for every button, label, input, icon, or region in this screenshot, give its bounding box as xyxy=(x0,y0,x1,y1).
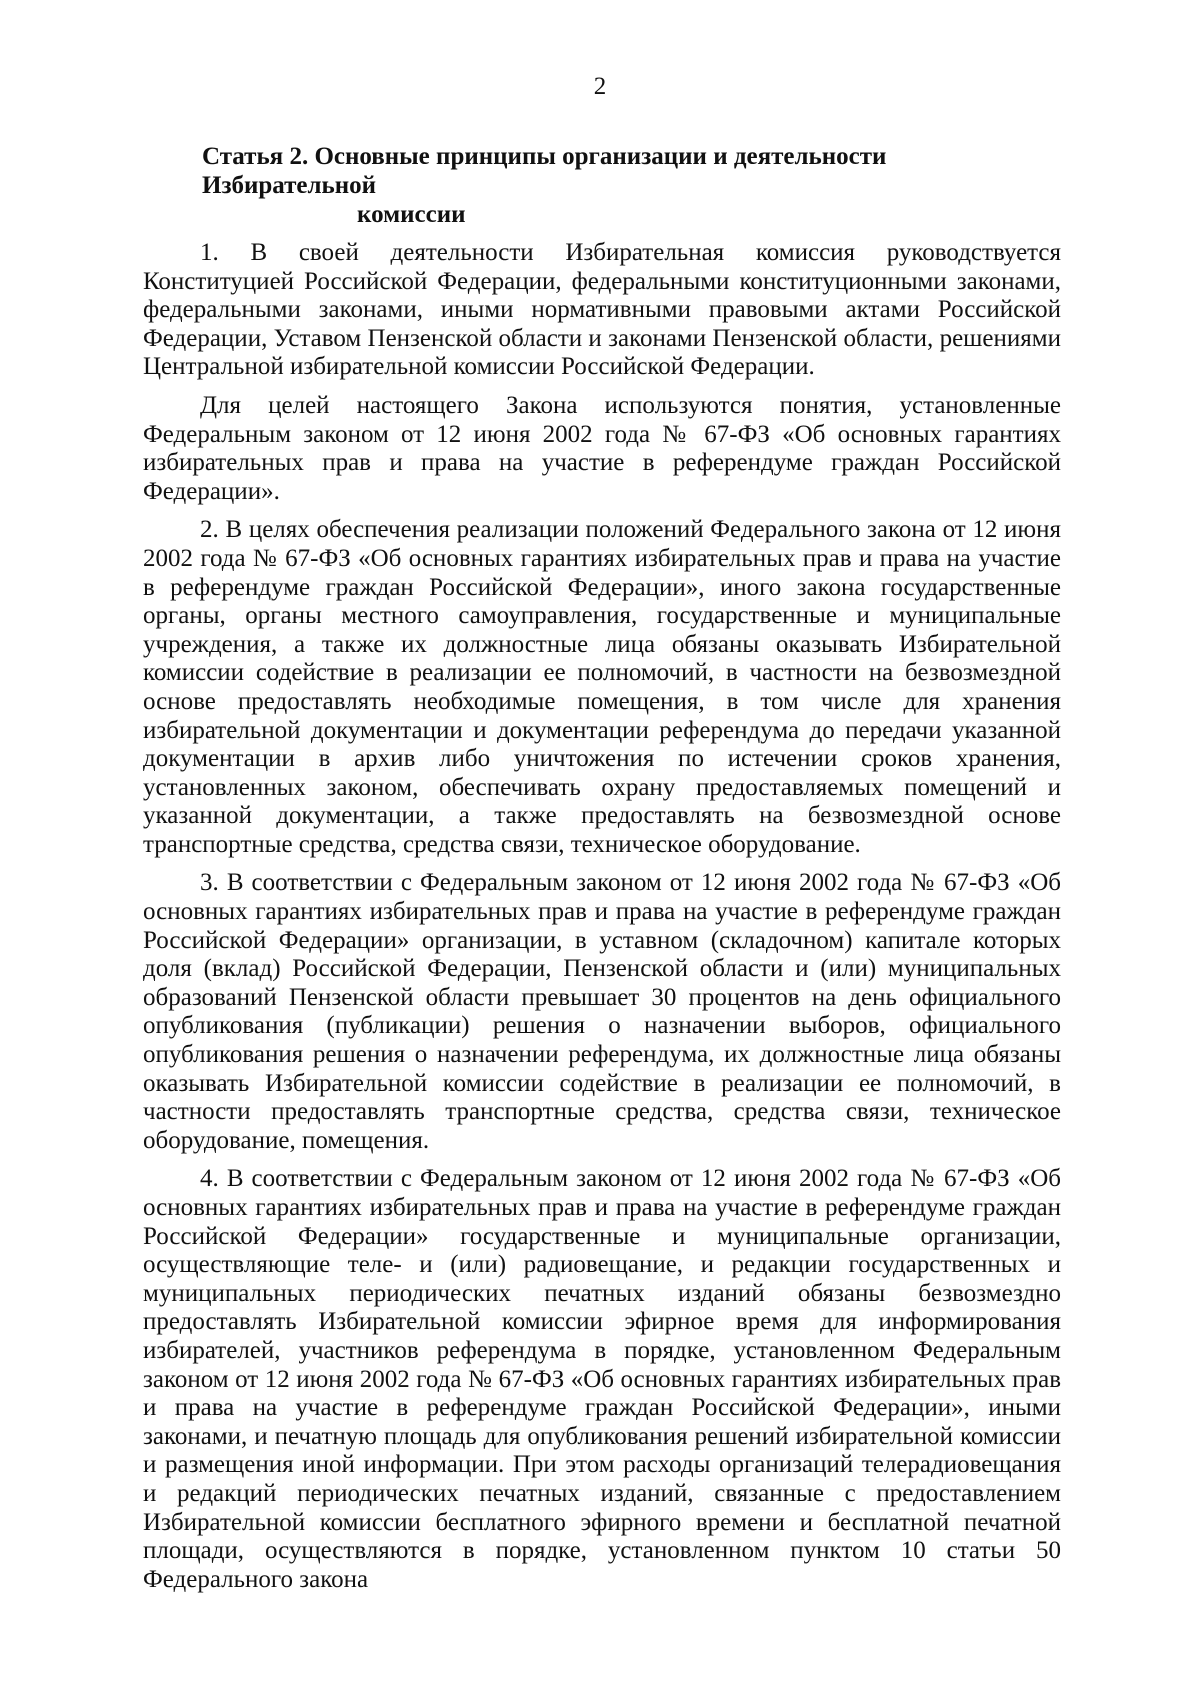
article-title-line-1: Статья 2. Основные принципы организации и деятельности Избирательной xyxy=(202,143,887,199)
paragraph-2: 2. В целях обеспечения реализации положений Федерального закона от 12 июня 2002 года № 67-ФЗ «Об основных гарантиях избирательных прав и права на участие в референдуме граждан Российской Федерации», иного закона государственные органы, органы местного самоуправления, государственные и муниципальные учреждения, а также их должностные лица обязаны оказывать Избирательной комиссии содействие в реализации ее полномочий, в частности на безвозмездной основе предоставлять необходимые помещения, в том числе для хранения избирательной документации и документации референдума до передачи указанной документации в архив либо уничтожения по истечении сроков хранения, установленных законом, обеспечивать охрану предоставляемых помещений и указанной документации, а также предоставлять на безвозмездной основе транспортные средства, средства связи, техническое оборудование. xyxy=(143,516,1061,858)
article-title-line-2: комиссии xyxy=(357,201,466,228)
page-number: 2 xyxy=(593,73,607,100)
article-title xyxy=(143,142,1061,229)
page-content xyxy=(143,142,1061,1604)
paragraph-definitions: Для целей настоящего Закона используются понятия, установленные Федеральным законом от 12 июня 2002 года № 67-ФЗ «Об основных гарантиях избирательных прав и права на участие в референдуме граждан Российской Федерации». xyxy=(143,391,1061,505)
paragraph-1: 1. В своей деятельности Избирательная комиссия руководствуется Конституцией Российской Федерации, федеральными конституционными законами, федеральными законами, иными нормативными правовыми актами Российской Федерации, Уставом Пензенской области и законами Пензенской области, решениями Центральной избирательной комиссии Российской Федерации. xyxy=(143,239,1061,381)
paragraph-4: 4. В соответствии с Федеральным законом от 12 июня 2002 года № 67-ФЗ «Об основных гарантиях избирательных прав и права на участие в референдуме граждан Российской Федерации» государственные и муниципальные организации, осуществляющие теле- и (или) радиовещание, и редакции государственных и муниципальных периодических печатных изданий обязаны безвозмездно предоставлять Избирательной комиссии эфирное время для информирования избирателей, участников референдума в порядке, установленном Федеральным законом от 12 июня 2002 года № 67-ФЗ «Об основных гарантиях избирательных прав и права на участие в референдуме граждан Российской Федерации», иными законами, и печатную площадь для опубликования решений избирательной комиссии и размещения иной информации. При этом расходы организаций телерадиовещания и редакций периодических печатных изданий, связанные с предоставлением Избирательной комиссии бесплатного эфирного времени и бесплатной печатной площади, осуществляются в порядке, установленном пунктом 10 статьи 50 Федерального закона xyxy=(143,1165,1061,1593)
paragraph-3: 3. В соответствии с Федеральным законом от 12 июня 2002 года № 67-ФЗ «Об основных гарантиях избирательных прав и права на участие в референдуме граждан Российской Федерации» организации, в уставном (складочном) капитале которых доля (вклад) Российской Федерации, Пензенской области и (или) муниципальных образований Пензенской области превышает 30 процентов на день официального опубликования (публикации) решения о назначении выборов, официального опубликования решения о назначении референдума, их должностные лица обязаны оказывать Избирательной комиссии содействие в реализации ее полномочий, в частности предоставлять транспортные средства, средства связи, техническое оборудование, помещения. xyxy=(143,869,1061,1154)
